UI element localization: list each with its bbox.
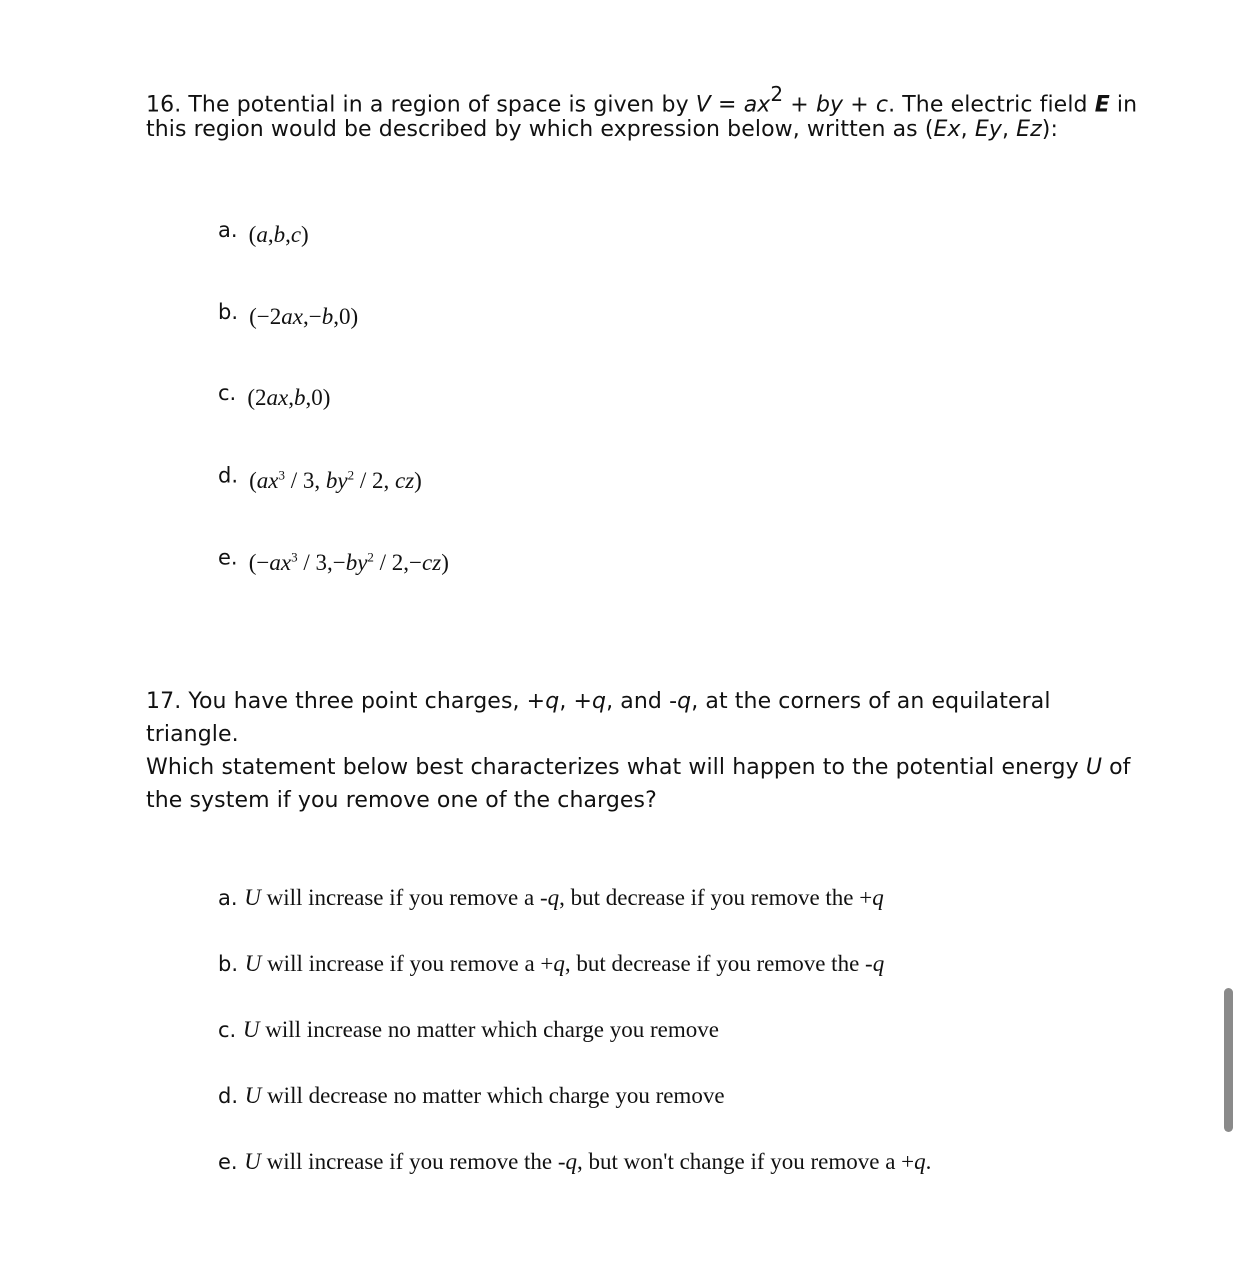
q17-option-e[interactable] [218,1149,931,1175]
var-q: q [677,689,692,714]
var-q: q [592,689,607,714]
var-V: V [695,92,711,118]
q17-line-2: triangle. [146,722,239,747]
q16-option-b[interactable] [218,299,359,329]
q16-text: = [710,92,744,118]
q16-text: + [843,92,876,118]
var-q: q [872,885,884,910]
var-c: c [875,92,889,118]
var-U: U [244,951,262,976]
q16-text: this region would be described by which expression below, written as ( [146,117,934,142]
q17-line-1 [146,689,1051,714]
option-expression: $(-ax^3 / 3,-by^2 / 2,-cz)$ [248,549,449,575]
q17-option-b[interactable] [218,951,884,977]
q17-text: , and - [606,689,678,714]
option-letter: e. [218,1150,245,1174]
option-text: will decrease no matter which charge you remove [261,1083,725,1108]
q17-option-d[interactable] [218,1083,725,1109]
q16-line-2 [146,117,1058,142]
q17-text: , at the corners of an equilateral [691,689,1051,714]
option-text: will increase no matter which charge you remove [259,1017,719,1042]
option-letter: b. [218,300,239,324]
option-letter: c. [218,1018,243,1042]
var-ax: ax [743,92,771,118]
var-q: q [914,1149,926,1174]
var-U: U [244,1083,262,1108]
option-letter: a. [218,218,238,242]
q16-text: ): [1041,117,1058,142]
option-letter: d. [218,1084,245,1108]
option-letter: e. [218,545,238,570]
q17-option-c[interactable] [218,1017,719,1043]
option-expression: (2ax,b,0) [247,385,331,410]
var-q: q [565,1149,578,1174]
var-Ex: Ex [933,117,961,142]
q17-text: 17. You have three point charges, + [146,689,546,714]
var-Ey: Ey [974,117,1002,142]
var-U: U [1085,755,1103,780]
q17-option-a[interactable] [218,885,884,911]
exponent: 2 [770,82,784,106]
option-text: , but decrease if you remove the - [564,951,873,976]
var-q: q [553,951,565,976]
q17-text: , + [559,689,593,714]
q16-option-e[interactable] [218,544,449,575]
option-text: , but won't change if you remove a + [577,1149,915,1174]
var-E: E [1094,92,1110,118]
option-letter: d. [218,463,239,488]
option-text: will increase if you remove the - [260,1149,566,1174]
option-text: will increase if you remove a + [261,951,554,976]
var-U: U [244,885,261,910]
var-q: q [547,885,560,910]
var-U: U [242,1017,260,1042]
q17-line-4: the system if you remove one of the charges? [146,788,657,813]
option-letter: a. [218,886,245,910]
q16-option-d[interactable] [218,462,422,493]
option-expression: (−2ax,−b,0) [249,304,359,329]
option-text: , but decrease if you remove the + [559,885,873,910]
option-expression: ($ax^3 / 3$, $by^2 / 2$, cz) [249,467,422,493]
q16-text: in [1109,92,1138,118]
option-letter: c. [218,381,237,405]
var-q: q [872,951,885,976]
q16-text: 16. The potential in a region of space is given by [146,92,696,118]
q16-option-c[interactable] [218,380,331,410]
q16-line-1 [146,84,1137,117]
var-U: U [244,1149,261,1174]
vertical-scrollbar-thumb[interactable] [1224,988,1233,1132]
option-text: . [925,1149,932,1174]
option-text: will increase if you remove a - [260,885,548,910]
q16-text: + [783,92,816,118]
q17-text: of [1102,755,1131,780]
option-expression: (a,b,c) [248,222,309,247]
var-Ez: Ez [1016,117,1042,142]
var-by: by [815,92,844,118]
q16-text: , [960,117,975,142]
q16-text: , [1001,117,1017,142]
q16-option-a[interactable] [218,217,309,247]
q17-text: Which statement below best characterizes what will happen to the potential energy [146,755,1086,780]
q17-line-3 [146,755,1131,780]
var-q: q [545,689,560,714]
option-letter: b. [218,952,245,976]
q16-text: . The electric field [888,92,1095,118]
